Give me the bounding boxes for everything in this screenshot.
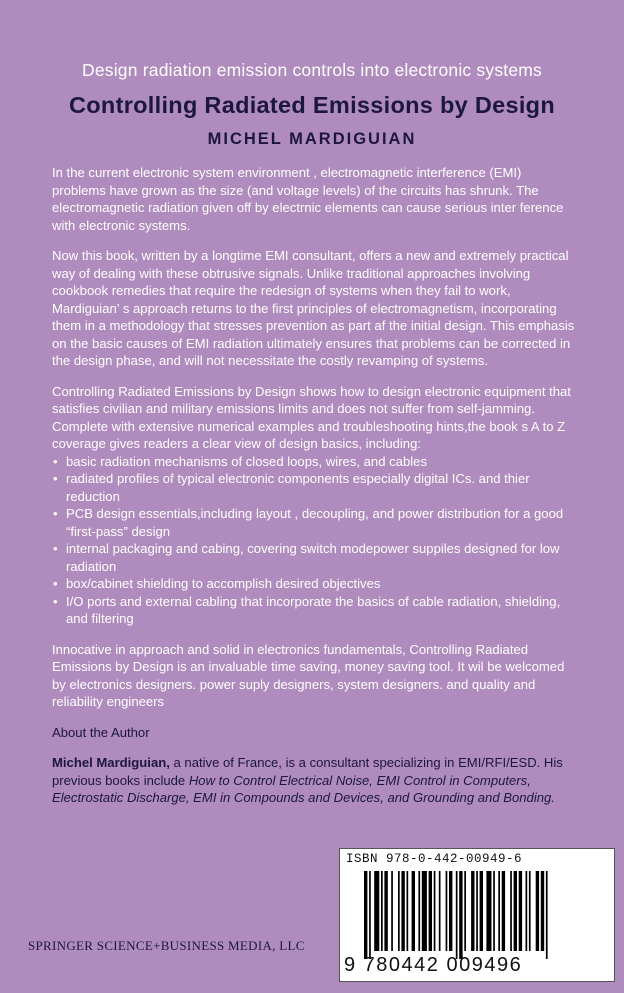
- description: [52, 164, 578, 820]
- barcode-bar: [374, 871, 379, 951]
- list-item-text: box/cabinet shielding to accomplish desired objectives: [66, 576, 381, 591]
- barcode-bar: [369, 871, 371, 959]
- book-title: Controlling Radiated Emissions by Design: [69, 92, 555, 118]
- author-previous-books: How to Control Electrical Noise, EMI Control in Computers, Electrostatic Discharge, EMI in Compounds and Devices, and Grounding and Bonding.: [52, 772, 555, 805]
- barcode-bar: [493, 871, 495, 951]
- list-item: [52, 593, 578, 628]
- list-item-text: I/O ports and external cabling that incorporate the basics of cable radiation, shielding, and filtering: [66, 593, 561, 626]
- about-author-heading: About the Author: [52, 724, 150, 740]
- bullet-icon: •: [53, 593, 58, 609]
- barcode-bar: [510, 871, 512, 951]
- list-item-text: PCB design essentials,including layout , decoupling, and power distribution for a good “first-pass” design: [66, 506, 564, 539]
- barcode-bar: [412, 871, 415, 951]
- bullet-icon: •: [53, 576, 58, 591]
- barcode-bar: [480, 871, 483, 951]
- bullet-icon: •: [53, 471, 58, 486]
- barcode-bar: [398, 871, 400, 951]
- list-item: [52, 453, 578, 471]
- list-item: [52, 575, 578, 593]
- description-paragraph-2: Now this book, written by a longtime EMI consultant, offers a new and extremely practical way of dealing with these obtrusive signals. Unlike traditional approaches involving cookbook remedies that require the redesign of systems when they fail to work, Mardiguian’ s approach returns to the first principles of electromagnetism, incorporating them in a methodology that stresses prevention as part af the initial design. This emphasis on the basic causes of EMI radiation ultimately ensures that problems can be corrected in the design phase, and will not necessitate the costly revamping of systems.: [52, 248, 575, 368]
- barcode-bar: [456, 871, 458, 959]
- description-paragraph-4: Innocative in approach and solid in electronics fundamentals, Controlling Radiated Emissions by Design is an invaluable time saving, money saving tool. It wil be welcomed by electronics designers. power suply designers, system designers. and quality and reliability engineers: [52, 641, 565, 709]
- barcode-bar: [429, 871, 432, 951]
- list-item: [52, 505, 578, 540]
- barcode-bar: [519, 871, 522, 951]
- author-bio: [52, 754, 578, 807]
- barcode-bar: [514, 871, 517, 951]
- bullet-icon: •: [53, 453, 58, 469]
- barcode-bar: [486, 871, 491, 951]
- barcode-bar: [391, 871, 393, 951]
- barcode-bar: [449, 871, 452, 951]
- barcode-bar: [381, 871, 383, 951]
- barcode-bar: [476, 871, 478, 951]
- description-paragraph-1: In the current electronic system environment , electromagnetic interference (EMI) problems have grown as the size (and voltage levels) of the circuits has shrunk. The electromagnetic radiation given off by electrnic elements can cause serious inter ference with electronic systems.: [52, 165, 564, 233]
- barcode-bar: [536, 871, 539, 951]
- isbn-barcode: [339, 848, 615, 982]
- author-bio-text: a native of France, is a consultant specializing in EMI/RFI/ESD. His previous books include: [52, 755, 563, 788]
- barcode-bar: [407, 871, 409, 951]
- barcode-bar: [502, 871, 505, 951]
- description-paragraph-3: Controlling Radiated Emissions by Design shows how to design electronic equipment that satisfies civilian and military emissions limits and does not suffer from self-jamming. Complete with extensive numerical examples and troubleshooting hints,the book s A to Z coverage gives readers a clear view of design basics, including:: [52, 383, 571, 451]
- barcode-bar: [471, 871, 474, 951]
- barcode-bar: [526, 871, 528, 951]
- barcode-bar: [498, 871, 500, 951]
- barcode-bar: [364, 871, 367, 959]
- author-name: MICHEL MARDIGUIAN: [207, 130, 417, 148]
- author-bio-name: Michel Mardiguian,: [52, 755, 170, 770]
- barcode-bars: [364, 871, 604, 959]
- barcode-bar: [418, 871, 420, 951]
- isbn-number: ISBN 978-0-442-00949-6: [346, 852, 523, 866]
- barcode-digits: 9 780442 009496: [344, 954, 523, 976]
- bullet-icon: •: [53, 506, 58, 521]
- list-item-text: basic radiation mechanisms of closed loops, wires, and cables: [66, 453, 427, 469]
- barcode-bar: [422, 871, 427, 951]
- barcode-bar: [446, 871, 448, 951]
- barcode-bar: [529, 871, 531, 951]
- barcode-bar: [541, 871, 544, 951]
- barcode-bar: [384, 871, 387, 951]
- list-item-text: radiated profiles of typical electronic components especially digital ICs. and thier reduction: [66, 471, 530, 504]
- bullet-icon: •: [53, 541, 58, 556]
- barcode-bar: [439, 871, 441, 951]
- tagline: Design radiation emission controls into electronic systems: [82, 60, 542, 80]
- publisher-name: SPRINGER SCIENCE+BUSINESS MEDIA, LLC: [28, 938, 305, 953]
- barcode-bar: [464, 871, 466, 951]
- barcode-bar: [546, 871, 548, 959]
- topics-list: [52, 453, 578, 628]
- barcode-graphic: [364, 871, 604, 959]
- list-item-text: internal packaging and cabing, covering switch modepower suppiles designed for low radiation: [66, 541, 560, 574]
- barcode-bar: [459, 871, 462, 959]
- list-item: [52, 540, 578, 575]
- list-item: [52, 470, 578, 505]
- barcode-bar: [434, 871, 436, 951]
- barcode-bar: [401, 871, 404, 951]
